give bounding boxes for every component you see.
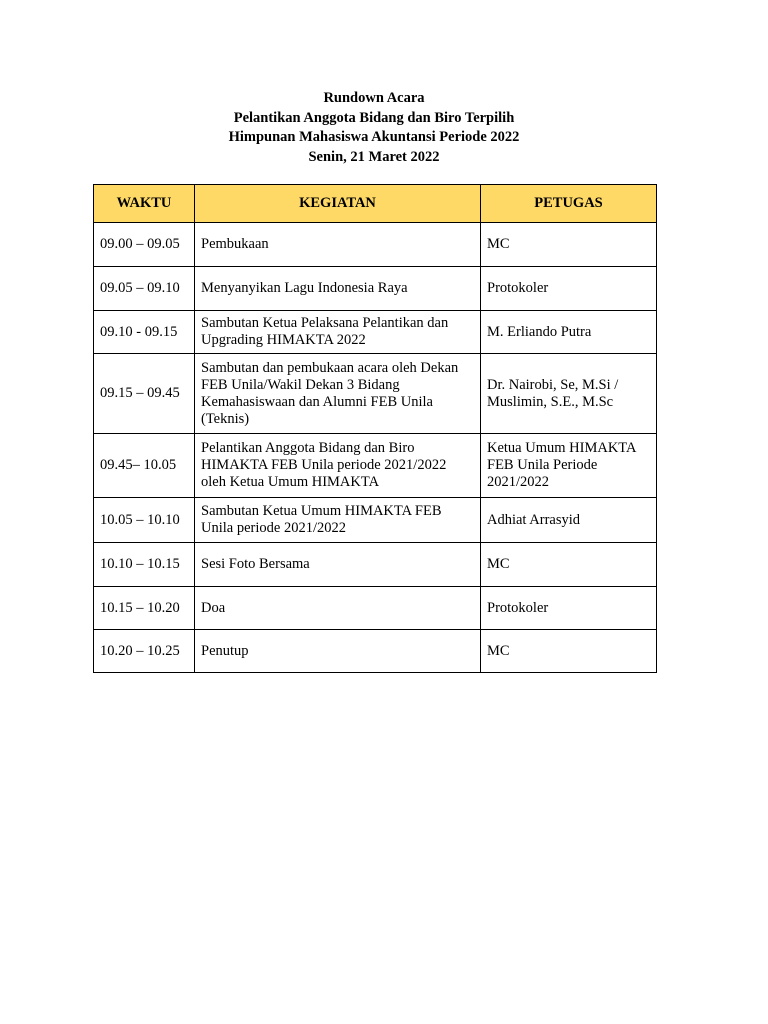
cell-waktu: 10.15 – 10.20 (94, 587, 195, 630)
table-row (94, 311, 657, 354)
column-header-kegiatan: KEGIATAN (195, 185, 481, 223)
cell-petugas: Dr. Nairobi, Se, M.Si / Muslimin, S.E., M.Sc (481, 354, 657, 434)
cell-waktu: 10.05 – 10.10 (94, 498, 195, 543)
title-line-3: Himpunan Mahasiswa Akuntansi Periode 2022 (228, 129, 520, 145)
cell-kegiatan: Penutup (195, 630, 481, 673)
cell-waktu: 09.00 – 09.05 (94, 223, 195, 267)
cell-petugas: Protokoler (481, 267, 657, 311)
table-header (94, 185, 657, 223)
column-header-petugas: PETUGAS (481, 185, 657, 223)
cell-kegiatan: Sesi Foto Bersama (195, 543, 481, 587)
table-row (94, 630, 657, 673)
table-row (94, 543, 657, 587)
cell-kegiatan: Pembukaan (195, 223, 481, 267)
cell-kegiatan: Doa (195, 587, 481, 630)
cell-waktu: 09.15 – 09.45 (94, 354, 195, 434)
cell-petugas: M. Erliando Putra (481, 311, 657, 354)
cell-petugas: MC (481, 223, 657, 267)
cell-waktu: 09.05 – 09.10 (94, 267, 195, 311)
cell-waktu: 09.10 - 09.15 (94, 311, 195, 354)
title-line-2: Pelantikan Anggota Bidang dan Biro Terpilih (233, 109, 515, 126)
table-row (94, 498, 657, 543)
table-row (94, 223, 657, 267)
cell-petugas: Protokoler (481, 587, 657, 630)
column-header-waktu: WAKTU (94, 185, 195, 223)
cell-kegiatan: Sambutan Ketua Pelaksana Pelantikan dan Upgrading HIMAKTA 2022 (195, 311, 481, 354)
cell-waktu: 10.20 – 10.25 (94, 630, 195, 673)
cell-petugas: Adhiat Arrasyid (481, 498, 657, 543)
cell-kegiatan: Sambutan Ketua Umum HIMAKTA FEB Unila periode 2021/2022 (195, 498, 481, 543)
table-row (94, 587, 657, 630)
table-row (94, 354, 657, 434)
table-row (94, 434, 657, 498)
cell-petugas: MC (481, 630, 657, 673)
cell-petugas: MC (481, 543, 657, 587)
table-body (94, 223, 657, 673)
table-row (94, 267, 657, 311)
document-title (0, 89, 748, 167)
cell-waktu: 09.45– 10.05 (94, 434, 195, 498)
rundown-table (93, 184, 657, 673)
cell-waktu: 10.10 – 10.15 (94, 543, 195, 587)
title-line-4: Senin, 21 Maret 2022 (308, 148, 440, 165)
cell-kegiatan: Menyanyikan Lagu Indonesia Raya (195, 267, 481, 311)
title-line-1: Rundown Acara (323, 90, 425, 106)
cell-kegiatan: Sambutan dan pembukaan acara oleh Dekan FEB Unila/Wakil Dekan 3 Bidang Kemahasiswaan dan Alumni FEB Unila (Teknis) (195, 354, 481, 434)
cell-kegiatan: Pelantikan Anggota Bidang dan Biro HIMAKTA FEB Unila periode 2021/2022 oleh Ketua Umum HIMAKTA (195, 434, 481, 498)
header-row (94, 185, 657, 223)
cell-petugas: Ketua Umum HIMAKTA FEB Unila Periode 2021/2022 (481, 434, 657, 498)
